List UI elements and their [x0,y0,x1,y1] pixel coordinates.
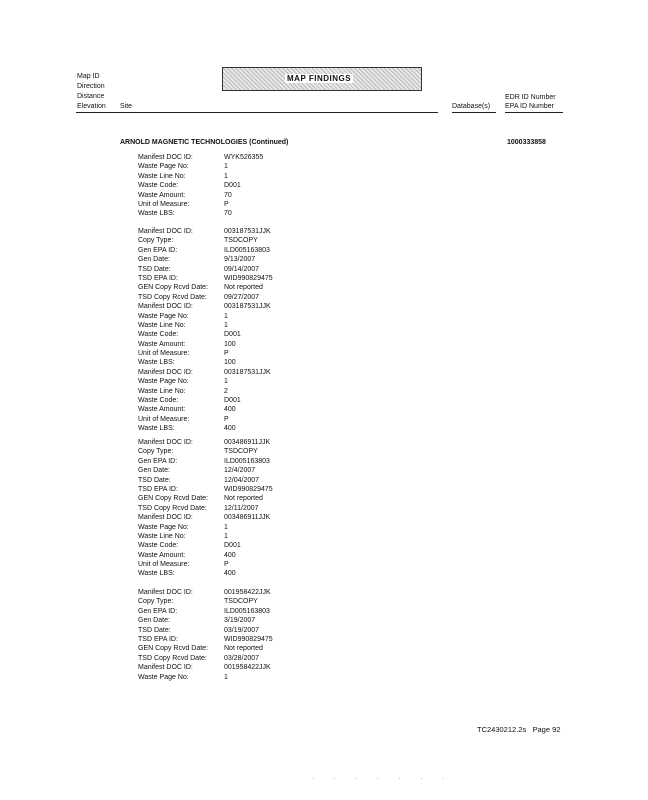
field-row [138,209,263,218]
field-row [138,424,273,433]
field-value: 09/14/2007 [224,265,260,273]
field-row [138,246,273,255]
field-label: Waste Amount: [138,191,186,199]
field-label: GEN Copy Rcvd Date: [138,645,209,653]
field-row [138,541,273,550]
section-title: ARNOLD MAGNETIC TECHNOLOGIES (Continued) [120,139,289,146]
header-rule-database [452,112,496,113]
field-label: Gen Date: [138,467,170,475]
field-row [138,588,273,597]
section-edr-id: 1000333858 [507,139,546,146]
elevation-label: Elevation [77,103,106,110]
field-value: 70 [224,191,232,199]
field-row [138,236,273,245]
field-row [138,172,263,181]
field-value: 12/4/2007 [224,467,256,475]
field-row [138,494,273,503]
field-value: 2 [224,387,228,395]
field-label: Waste Line No: [138,321,186,329]
field-value: 003486911JJK [224,514,271,522]
field-value: TSDCOPY [224,237,258,245]
record-group-1 [138,153,263,219]
field-label: TSD Copy Rcvd Date: [138,504,207,512]
field-label: Manifest DOC ID: [138,154,193,161]
field-label: Waste Amount: [138,551,186,559]
field-label: Waste Amount: [138,406,186,414]
edr-id-label: EDR ID Number [505,94,556,101]
field-row [138,654,273,663]
field-value: 003187531JJK [224,368,271,376]
field-value: 1 [224,532,228,540]
field-label: TSD EPA ID: [138,635,178,643]
field-row [138,283,273,292]
field-value: 400 [224,425,236,433]
field-value: 400 [224,406,236,414]
header-left-labels [77,72,106,112]
field-label: Waste Code: [138,397,179,405]
field-row [138,181,263,190]
field-value: Not reported [224,645,263,653]
field-label: Waste Page No: [138,673,189,681]
field-label: Waste Page No: [138,163,189,171]
field-row [138,330,273,339]
field-value: 1 [224,378,228,386]
field-label: Waste Line No: [138,532,186,540]
field-label: TSD EPA ID: [138,274,178,282]
field-label: TSD Date: [138,476,171,484]
banner-title: MAP FINDINGS [287,74,352,83]
field-label: Copy Type: [138,448,174,456]
direction-label: Direction [77,83,105,90]
field-value: WID990829475 [224,485,273,493]
field-row [138,438,273,447]
field-row [138,504,273,513]
field-value: TSDCOPY [224,448,258,456]
field-row [138,255,273,264]
field-label: Waste Page No: [138,378,189,386]
field-row [138,616,273,625]
field-row [138,162,263,171]
field-value: TSDCOPY [224,598,258,606]
field-label: Waste Code: [138,331,179,339]
field-label: Copy Type: [138,598,174,606]
field-value: 70 [224,210,232,218]
map-id-label: Map ID [77,73,100,80]
field-value: 1 [224,312,228,320]
field-row [138,560,273,569]
field-value: 001958422JJK [224,664,271,672]
field-label: Unit of Measure: [138,415,190,423]
field-value: 1 [224,172,228,180]
site-label: Site [120,103,133,110]
field-row [138,321,273,330]
field-value: ILD005163803 [224,246,270,254]
field-value: 1 [224,523,228,531]
field-label: Waste LBS: [138,210,175,218]
field-value: 003187531JJK [224,228,271,235]
field-label: GEN Copy Rcvd Date: [138,284,209,292]
field-label: Manifest DOC ID: [138,368,193,376]
field-row [138,626,273,635]
field-value: P [224,415,229,423]
field-row [138,358,273,367]
field-row [138,191,263,200]
field-value: 3/19/2007 [224,617,256,625]
field-value: P [224,200,229,208]
field-label: Unit of Measure: [138,561,190,569]
field-value: 100 [224,340,236,348]
field-label: Waste Code: [138,542,179,550]
field-label: Manifest DOC ID: [138,589,193,596]
record-group-2 [138,227,273,434]
field-row [138,396,273,405]
field-row [138,387,273,396]
field-value: 03/19/2007 [224,626,260,634]
field-label: Gen Date: [138,617,170,625]
header-rule-left [76,112,438,113]
field-row [138,663,273,672]
field-row [138,415,273,424]
field-row [138,457,273,466]
field-value: WID990829475 [224,635,273,643]
field-value: 1 [224,321,228,329]
field-row [138,312,273,321]
field-row [138,476,273,485]
distance-label: Distance [77,93,105,100]
field-row [138,607,273,616]
page-number: Page 92 [532,725,561,734]
field-value: ILD005163803 [224,607,270,615]
field-label: TSD EPA ID: [138,485,178,493]
field-label: Gen EPA ID: [138,607,178,615]
epa-id-label: EPA ID Number [505,103,554,110]
field-label: Manifest DOC ID: [138,664,193,672]
field-value: 12/11/2007 [224,504,259,512]
field-value: 400 [224,551,236,559]
field-label: Unit of Measure: [138,200,190,208]
field-label: Manifest DOC ID: [138,514,193,522]
field-label: Copy Type: [138,237,174,245]
field-label: Gen Date: [138,256,170,264]
scan-artifact-dots: · · · · · · · [312,776,453,782]
field-row [138,377,273,386]
field-value: D001 [224,331,241,339]
field-label: Gen EPA ID: [138,246,178,254]
field-row [138,447,273,456]
field-label: Manifest DOC ID: [138,439,193,446]
field-row [138,302,273,311]
field-value: P [224,350,229,358]
field-value: 03/28/2007 [224,654,260,662]
field-label: TSD Date: [138,626,171,634]
field-label: Waste Line No: [138,172,186,180]
field-value: 1 [224,163,228,171]
field-label: TSD Date: [138,265,171,273]
field-row [138,635,273,644]
field-row [138,293,273,302]
field-row [138,368,273,377]
field-value: ILD005163803 [224,457,270,465]
field-label: Waste Page No: [138,312,189,320]
field-label: Waste Amount: [138,340,186,348]
field-value: 003486911JJK [224,439,271,446]
field-label: Waste LBS: [138,359,175,367]
field-value: Not reported [224,284,263,292]
field-value: WID990829475 [224,274,273,282]
field-value: 12/04/2007 [224,476,260,484]
field-value: 9/13/2007 [224,256,256,264]
field-label: Waste LBS: [138,570,175,578]
record-group-4 [138,588,273,682]
field-label: Manifest DOC ID: [138,228,193,235]
field-row [138,597,273,606]
field-label: Waste Code: [138,182,179,190]
field-value: D001 [224,397,241,405]
field-row [138,532,273,541]
field-value: 003187531JJK [224,303,271,311]
field-label: TSD Copy Rcvd Date: [138,293,207,301]
field-row [138,265,273,274]
header-rule-ids [505,112,563,113]
doc-code: TC2430212.2s [477,725,527,734]
field-label: Manifest DOC ID: [138,303,193,311]
field-row [138,340,273,349]
field-row [138,274,273,283]
field-row [138,485,273,494]
field-row [138,405,273,414]
field-row [138,551,273,560]
field-value: D001 [224,182,241,190]
field-value: WYK526355 [224,154,264,161]
field-row [138,153,263,162]
field-value: 1 [224,673,228,681]
field-label: Waste Line No: [138,387,186,395]
field-label: Gen EPA ID: [138,457,178,465]
field-label: Waste Page No: [138,523,189,531]
field-row [138,349,273,358]
field-label: TSD Copy Rcvd Date: [138,654,207,662]
field-row [138,673,273,682]
field-row [138,466,273,475]
field-row [138,523,273,532]
field-value: D001 [224,542,241,550]
field-row [138,644,273,653]
database-label: Database(s) [452,103,491,110]
field-value: P [224,561,229,569]
field-value: 100 [224,359,236,367]
field-value: 09/27/2007 [224,293,260,301]
field-value: 001958422JJK [224,589,271,596]
field-row [138,227,273,236]
field-row [138,569,273,578]
field-label: Unit of Measure: [138,350,190,358]
record-group-3 [138,438,273,579]
map-findings-banner [222,67,422,91]
page-footer [477,725,560,734]
field-value: 400 [224,570,236,578]
field-label: Waste LBS: [138,425,175,433]
field-value: Not reported [224,495,263,503]
field-row [138,513,273,522]
field-row [138,200,263,209]
field-label: GEN Copy Rcvd Date: [138,495,209,503]
